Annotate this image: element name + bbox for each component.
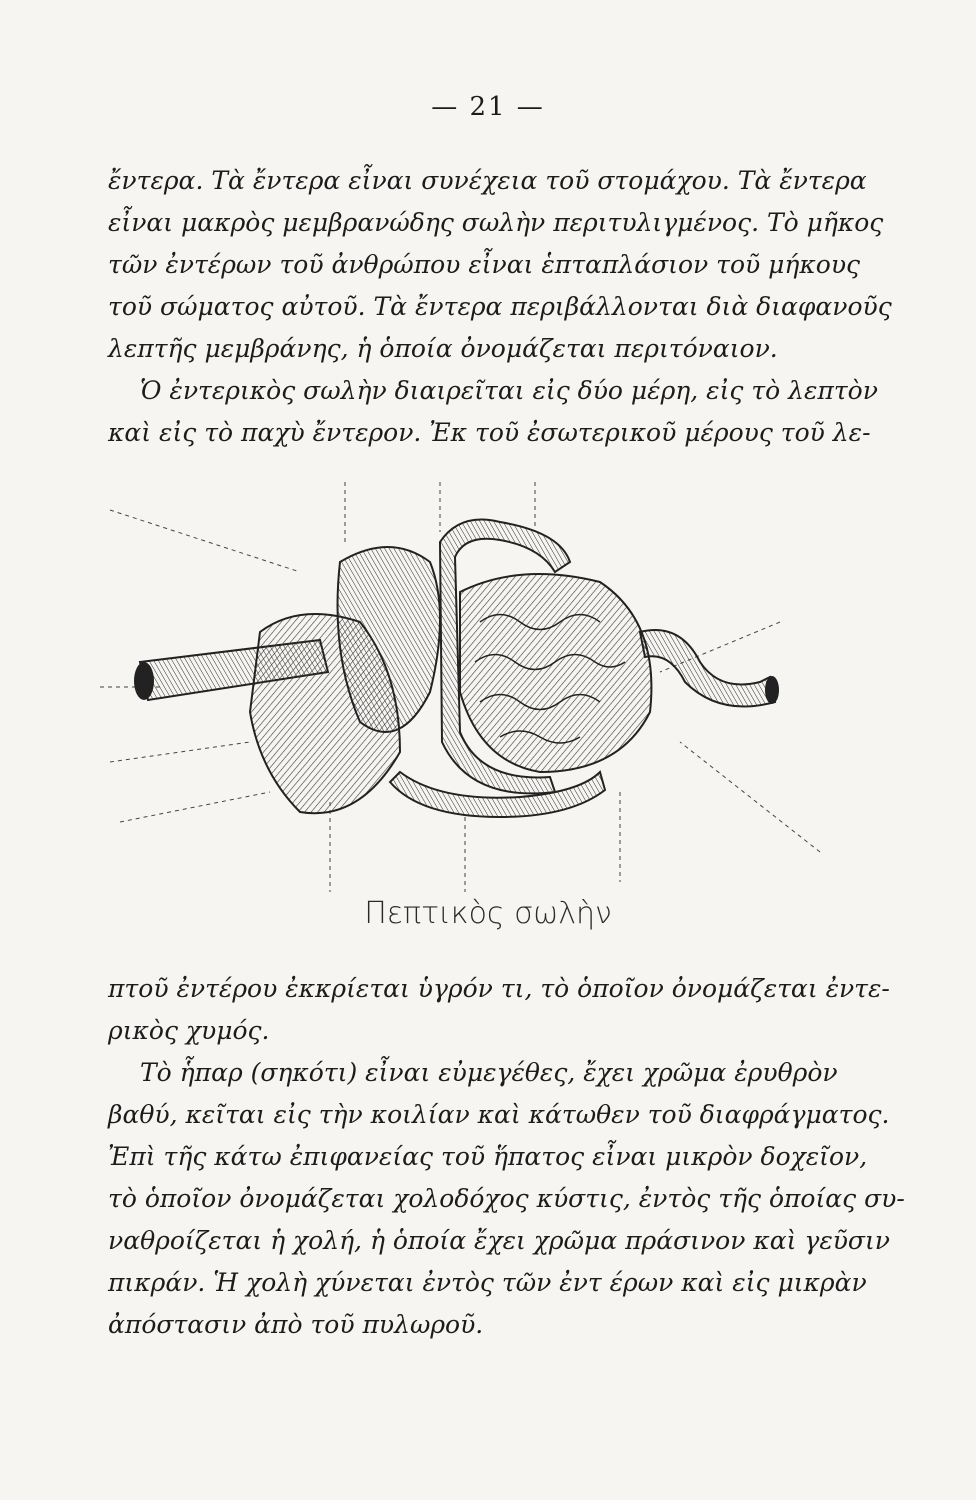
text-line: βαθύ, κεῖται εἰς τὴν κοιλίαν καὶ κάτωθεν τοῦ διαφράγματος. <box>108 1100 890 1129</box>
text-line: ἀπόστασιν ἀπὸ τοῦ πυλωροῦ. <box>108 1310 484 1339</box>
text-line: εἶναι μακρὸς μεμβρανώδης σωλὴν περιτυλιγμένος. Τὸ μῆκος <box>108 208 884 237</box>
text-line: ναθροίζεται ἡ χολή, ἡ ὁποία ἔχει χρῶμα πράσινον καὶ γεῦσιν <box>108 1226 890 1255</box>
digestive-tract-drawing <box>100 472 840 902</box>
text-line: λεπτῆς μεμβράνης, ἡ ὁποία ὀνομάζεται περιτόναιον. <box>108 334 778 363</box>
text-line: Ὁ ἐντερικὸς σωλὴν διαιρεῖται εἰς δύο μέρη, εἰς τὸ λεπτὸν <box>140 376 878 405</box>
page-number: — 21 — <box>431 92 545 122</box>
text-line: ἔντερα. Τὰ ἔντερα εἶναι συνέχεια τοῦ στομάχου. Τὰ ἔντερα <box>108 166 867 195</box>
text-line: τὸ ὁποῖον ὀνομάζεται χολοδόχος κύστις, ἐντὸς τῆς ὁποίας συ- <box>108 1184 905 1213</box>
text-line: Ἐπὶ τῆς κάτω ἐπιφανείας τοῦ ἥπατος εἶναι μικρὸν δοχεῖον, <box>108 1142 868 1171</box>
text-line: Τὸ ἧπαρ (σηκότι) εἶναι εὐμεγέθες, ἔχει χρῶμα ἐρυθρὸν <box>140 1058 838 1087</box>
text-line: τοῦ σώματος αὐτοῦ. Τὰ ἔντερα περιβάλλονται διὰ διαφανοῦς <box>108 292 892 321</box>
text-line: τῶν ἐντέρων τοῦ ἀνθρώπου εἶναι ἑπταπλάσιον τοῦ μήκους <box>108 250 861 279</box>
paragraph-liver <box>108 968 905 1346</box>
figure-caption: Πεπτικὸς σωλὴν <box>364 896 612 931</box>
text-line: πτοῦ ἐντέρου ἐκκρίεται ὑγρόν τι, τὸ ὁποῖον ὀνομάζεται ἐντε- <box>108 974 890 1003</box>
text-line: ρικὸς χυμός. <box>108 1016 270 1045</box>
digestive-tract-illustration <box>100 472 840 902</box>
text-line: καὶ εἰς τὸ παχὺ ἔντερον. Ἐκ τοῦ ἐσωτερικοῦ μέρους τοῦ λε- <box>108 418 871 447</box>
paragraph-intestines <box>108 160 892 454</box>
text-line: πικράν. Ἡ χολὴ χύνεται ἐντὸς τῶν ἐντ έρων καὶ εἰς μικρὰν <box>108 1268 867 1297</box>
